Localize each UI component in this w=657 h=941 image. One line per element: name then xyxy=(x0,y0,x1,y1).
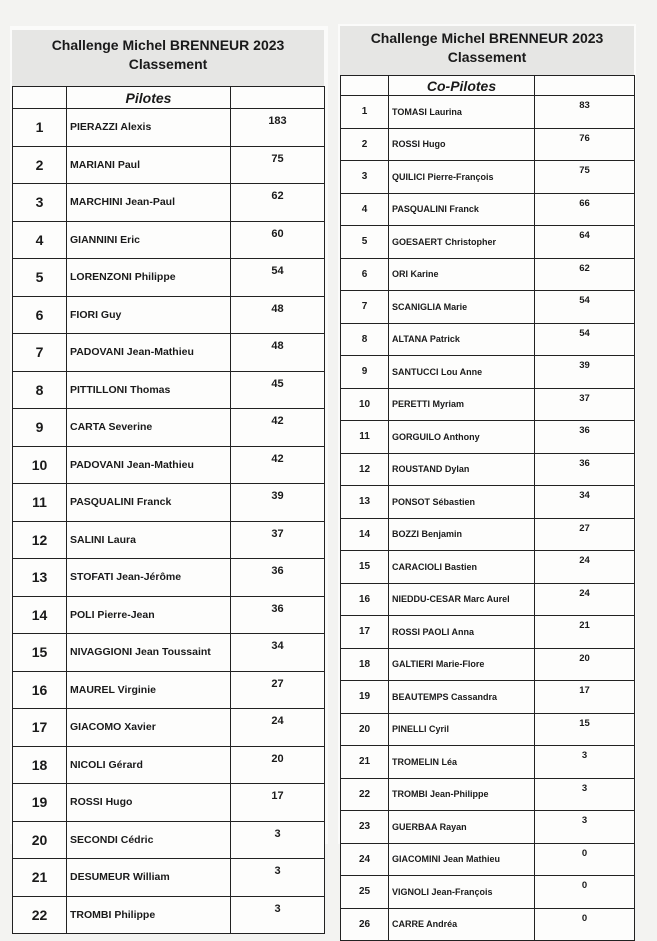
rank-cell: 9 xyxy=(341,356,389,389)
rank-cell: 21 xyxy=(341,746,389,779)
rank-cell: 10 xyxy=(341,388,389,421)
pilotes-column-title: Pilotes xyxy=(67,87,231,109)
rank-cell: 13 xyxy=(13,559,67,597)
table-row xyxy=(13,859,325,897)
rank-cell: 21 xyxy=(13,859,67,897)
points-cell: 34 xyxy=(231,634,325,672)
name-cell: TROMBI Philippe xyxy=(67,896,231,934)
name-cell: MARIANI Paul xyxy=(67,146,231,184)
points-cell: 37 xyxy=(535,388,635,421)
name-cell: ALTANA Patrick xyxy=(389,323,535,356)
rank-cell: 2 xyxy=(13,146,67,184)
points-cell: 42 xyxy=(231,446,325,484)
points-cell: 37 xyxy=(231,521,325,559)
table-row xyxy=(13,671,325,709)
name-cell: PITTILLONI Thomas xyxy=(67,371,231,409)
points-cell: 64 xyxy=(535,226,635,259)
points-cell: 54 xyxy=(535,291,635,324)
pilotes-table xyxy=(12,86,325,934)
points-cell: 36 xyxy=(535,453,635,486)
table-row xyxy=(341,226,635,259)
name-cell: GIACOMINI Jean Mathieu xyxy=(389,843,535,876)
table-row xyxy=(341,421,635,454)
table-row xyxy=(13,784,325,822)
name-cell: GUERBAA Rayan xyxy=(389,811,535,844)
pilotes-header-title: Challenge Michel BRENNEUR 2023 xyxy=(51,37,285,53)
points-cell: 15 xyxy=(535,713,635,746)
table-row xyxy=(341,713,635,746)
rank-cell: 14 xyxy=(13,596,67,634)
copilotes-header-subtitle: Classement xyxy=(447,49,527,65)
table-row xyxy=(13,746,325,784)
rank-cell: 16 xyxy=(13,671,67,709)
rank-cell: 2 xyxy=(341,128,389,161)
points-cell: 66 xyxy=(535,193,635,226)
table-row xyxy=(341,356,635,389)
table-row xyxy=(341,388,635,421)
points-cell: 36 xyxy=(535,421,635,454)
table-row xyxy=(341,323,635,356)
name-cell: MARCHINI Jean-Paul xyxy=(67,184,231,222)
name-cell: TOMASI Laurina xyxy=(389,96,535,129)
name-cell: CARACIOLI Bastien xyxy=(389,551,535,584)
table-row xyxy=(341,551,635,584)
table-row xyxy=(341,778,635,811)
copilotes-table-body xyxy=(341,96,635,941)
table-row xyxy=(13,709,325,747)
rank-cell: 18 xyxy=(13,746,67,784)
name-cell: PADOVANI Jean-Mathieu xyxy=(67,334,231,372)
name-cell: PERETTI Myriam xyxy=(389,388,535,421)
name-cell: STOFATI Jean-Jérôme xyxy=(67,559,231,597)
rank-cell: 8 xyxy=(341,323,389,356)
name-cell: SCANIGLIA Marie xyxy=(389,291,535,324)
points-cell: 3 xyxy=(535,778,635,811)
points-cell: 183 xyxy=(231,109,325,147)
name-cell: LORENZONI Philippe xyxy=(67,259,231,297)
table-row xyxy=(341,453,635,486)
points-cell: 24 xyxy=(535,551,635,584)
table-row xyxy=(341,486,635,519)
points-cell: 39 xyxy=(535,356,635,389)
table-row xyxy=(341,746,635,779)
points-cell: 24 xyxy=(231,709,325,747)
pilotes-rank-header xyxy=(13,87,67,109)
rank-cell: 26 xyxy=(341,908,389,941)
table-row xyxy=(13,184,325,222)
copilotes-header-row xyxy=(341,76,635,96)
name-cell: CARTA Severine xyxy=(67,409,231,447)
points-cell: 3 xyxy=(231,896,325,934)
rank-cell: 1 xyxy=(13,109,67,147)
table-row xyxy=(341,616,635,649)
rank-cell: 16 xyxy=(341,583,389,616)
name-cell: PASQUALINI Franck xyxy=(67,484,231,522)
table-row xyxy=(341,161,635,194)
table-row xyxy=(341,291,635,324)
rank-cell: 25 xyxy=(341,876,389,909)
name-cell: TROMELIN Léa xyxy=(389,746,535,779)
name-cell: GOESAERT Christopher xyxy=(389,226,535,259)
points-cell: 20 xyxy=(535,648,635,681)
points-cell: 42 xyxy=(231,409,325,447)
copilotes-header-title: Challenge Michel BRENNEUR 2023 xyxy=(370,30,604,46)
name-cell: SECONDI Cédric xyxy=(67,821,231,859)
copilotes-rank-header xyxy=(341,76,389,96)
table-row xyxy=(341,876,635,909)
rank-cell: 22 xyxy=(13,896,67,934)
name-cell: GIACOMO Xavier xyxy=(67,709,231,747)
pilotes-table-body xyxy=(13,109,325,934)
table-row xyxy=(13,446,325,484)
name-cell: POLI Pierre-Jean xyxy=(67,596,231,634)
rank-cell: 19 xyxy=(13,784,67,822)
points-cell: 36 xyxy=(231,596,325,634)
rank-cell: 3 xyxy=(13,184,67,222)
points-cell: 3 xyxy=(231,859,325,897)
rank-cell: 11 xyxy=(13,484,67,522)
name-cell: ROSSI Hugo xyxy=(389,128,535,161)
rank-cell: 15 xyxy=(13,634,67,672)
rank-cell: 4 xyxy=(13,221,67,259)
table-row xyxy=(13,259,325,297)
name-cell: GALTIERI Marie-Flore xyxy=(389,648,535,681)
rank-cell: 14 xyxy=(341,518,389,551)
table-row xyxy=(13,221,325,259)
name-cell: GIANNINI Eric xyxy=(67,221,231,259)
points-cell: 17 xyxy=(231,784,325,822)
points-cell: 17 xyxy=(535,681,635,714)
table-row xyxy=(341,258,635,291)
name-cell: DESUMEUR William xyxy=(67,859,231,897)
table-row xyxy=(13,896,325,934)
rank-cell: 7 xyxy=(13,334,67,372)
name-cell: SALINI Laura xyxy=(67,521,231,559)
rank-cell: 20 xyxy=(13,821,67,859)
table-row xyxy=(341,583,635,616)
table-row xyxy=(13,521,325,559)
pilotes-header-subtitle: Classement xyxy=(128,56,208,72)
rank-cell: 15 xyxy=(341,551,389,584)
table-row xyxy=(13,334,325,372)
table-row xyxy=(341,96,635,129)
copilotes-table xyxy=(340,75,635,941)
table-row xyxy=(341,843,635,876)
points-cell: 83 xyxy=(535,96,635,129)
copilotes-points-header xyxy=(535,76,635,96)
rank-cell: 13 xyxy=(341,486,389,519)
name-cell: BEAUTEMPS Cassandra xyxy=(389,681,535,714)
rank-cell: 17 xyxy=(341,616,389,649)
table-row xyxy=(13,596,325,634)
name-cell: CARRE Andréa xyxy=(389,908,535,941)
points-cell: 39 xyxy=(231,484,325,522)
points-cell: 45 xyxy=(231,371,325,409)
rank-cell: 19 xyxy=(341,681,389,714)
table-row xyxy=(341,128,635,161)
rank-cell: 11 xyxy=(341,421,389,454)
table-row xyxy=(13,409,325,447)
points-cell: 48 xyxy=(231,334,325,372)
name-cell: NIVAGGIONI Jean Toussaint xyxy=(67,634,231,672)
points-cell: 54 xyxy=(231,259,325,297)
rank-cell: 12 xyxy=(13,521,67,559)
name-cell: FIORI Guy xyxy=(67,296,231,334)
points-cell: 0 xyxy=(535,876,635,909)
rank-cell: 23 xyxy=(341,811,389,844)
points-cell: 20 xyxy=(231,746,325,784)
table-row xyxy=(13,484,325,522)
name-cell: MAUREL Virginie xyxy=(67,671,231,709)
rank-cell: 22 xyxy=(341,778,389,811)
name-cell: PADOVANI Jean-Mathieu xyxy=(67,446,231,484)
name-cell: PIERAZZI Alexis xyxy=(67,109,231,147)
rank-cell: 5 xyxy=(13,259,67,297)
points-cell: 75 xyxy=(535,161,635,194)
name-cell: PINELLI Cyril xyxy=(389,713,535,746)
rank-cell: 8 xyxy=(13,371,67,409)
rank-cell: 7 xyxy=(341,291,389,324)
rank-cell: 24 xyxy=(341,843,389,876)
pilotes-header xyxy=(12,30,324,86)
table-row xyxy=(13,109,325,147)
name-cell: VIGNOLI Jean-François xyxy=(389,876,535,909)
rank-cell: 4 xyxy=(341,193,389,226)
table-row xyxy=(341,518,635,551)
pilotes-header-row xyxy=(13,87,325,109)
table-row xyxy=(341,648,635,681)
name-cell: ROSSI PAOLI Anna xyxy=(389,616,535,649)
rank-cell: 17 xyxy=(13,709,67,747)
points-cell: 62 xyxy=(535,258,635,291)
points-cell: 75 xyxy=(231,146,325,184)
points-cell: 34 xyxy=(535,486,635,519)
rank-cell: 9 xyxy=(13,409,67,447)
table-row xyxy=(13,634,325,672)
pilotes-points-header xyxy=(231,87,325,109)
rank-cell: 10 xyxy=(13,446,67,484)
name-cell: NICOLI Gérard xyxy=(67,746,231,784)
table-row xyxy=(13,559,325,597)
table-row xyxy=(341,908,635,941)
name-cell: ROUSTAND Dylan xyxy=(389,453,535,486)
rank-cell: 12 xyxy=(341,453,389,486)
name-cell: BOZZI Benjamin xyxy=(389,518,535,551)
points-cell: 0 xyxy=(535,843,635,876)
rank-cell: 20 xyxy=(341,713,389,746)
points-cell: 48 xyxy=(231,296,325,334)
copilotes-header xyxy=(340,26,634,75)
rank-cell: 6 xyxy=(341,258,389,291)
name-cell: QUILICI Pierre-François xyxy=(389,161,535,194)
points-cell: 24 xyxy=(535,583,635,616)
table-row xyxy=(13,296,325,334)
points-cell: 3 xyxy=(535,746,635,779)
name-cell: ROSSI Hugo xyxy=(67,784,231,822)
table-row xyxy=(341,193,635,226)
points-cell: 27 xyxy=(535,518,635,551)
points-cell: 54 xyxy=(535,323,635,356)
table-row xyxy=(341,681,635,714)
table-row xyxy=(13,146,325,184)
rank-cell: 1 xyxy=(341,96,389,129)
name-cell: PASQUALINI Franck xyxy=(389,193,535,226)
table-row xyxy=(13,821,325,859)
points-cell: 0 xyxy=(535,908,635,941)
name-cell: NIEDDU-CESAR Marc Aurel xyxy=(389,583,535,616)
name-cell: SANTUCCI Lou Anne xyxy=(389,356,535,389)
points-cell: 76 xyxy=(535,128,635,161)
table-row xyxy=(341,811,635,844)
rank-cell: 3 xyxy=(341,161,389,194)
points-cell: 3 xyxy=(535,811,635,844)
name-cell: GORGUILO Anthony xyxy=(389,421,535,454)
name-cell: PONSOT Sébastien xyxy=(389,486,535,519)
points-cell: 21 xyxy=(535,616,635,649)
rank-cell: 5 xyxy=(341,226,389,259)
points-cell: 60 xyxy=(231,221,325,259)
points-cell: 36 xyxy=(231,559,325,597)
rank-cell: 18 xyxy=(341,648,389,681)
rank-cell: 6 xyxy=(13,296,67,334)
name-cell: TROMBI Jean-Philippe xyxy=(389,778,535,811)
points-cell: 62 xyxy=(231,184,325,222)
copilotes-column-title: Co-Pilotes xyxy=(389,76,535,96)
points-cell: 27 xyxy=(231,671,325,709)
table-row xyxy=(13,371,325,409)
points-cell: 3 xyxy=(231,821,325,859)
name-cell: ORI Karine xyxy=(389,258,535,291)
